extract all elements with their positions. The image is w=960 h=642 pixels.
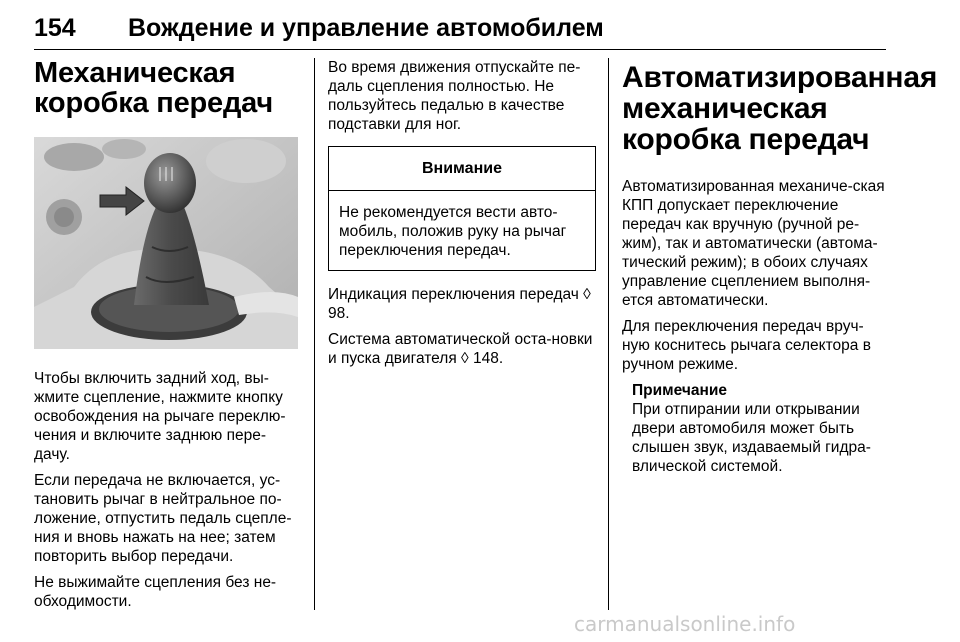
column-left [34,58,300,618]
column-divider [608,58,609,610]
paragraph: Для переключения передач вруч-ную коснитесь рычага селектора в ручном режиме. [622,318,871,373]
paragraph: Чтобы включить задний ход, вы-жмите сцепление, нажмите кнопку освобождения на рычаге переклю-чения и включите заднюю пере-дачу. [34,370,286,463]
cross-reference: Система автоматической оста-новки и пуска двигателя ◊ 148. [328,331,593,367]
section-heading-automated-gearbox: Автоматизированная механическая коробка передач [622,61,938,156]
note-title: Примечание [632,382,727,399]
warning-title: Внимание [329,147,595,191]
column-divider [314,58,315,610]
gear-lever-photo [34,137,298,349]
section-heading-manual-gearbox: Механическая коробка передач [34,57,274,119]
paragraph: Если передача не включается, ус-тановить рычаг в нейтральное по-ложение, отпустить педаль сцепле-ния и вновь нажать на нее; затем повторить выбор передачи. [34,472,292,565]
column-right [622,58,938,476]
warning-box [328,146,596,271]
running-title: Вождение и управление автомобилем [128,14,604,42]
paragraph: Не выжимайте сцепления без не-обходимости. [34,574,277,610]
warning-text: Не рекомендуется вести авто-мобиль, положив руку на рычаг переключения передач. [339,204,567,259]
cross-reference: Индикация переключения передач ◊ 98. [328,286,591,322]
page-number: 154 [34,14,76,42]
watermark: carmanualsonline.info [574,612,796,636]
page-header [34,8,886,50]
column-middle [328,58,596,375]
paragraph: Автоматизированная механиче-ская КПП допускает переключение передач как вручную (ручной ре-жим), так и автоматически (автома-тический режим); в обоих случаях управление сцеплением выполня-ется автоматически. [622,178,885,309]
note-text: При отпирании или открывании двери автомобиля может быть слышен звук, издаваемый гидра-влической системой. [632,401,871,475]
note-block [622,381,890,476]
paragraph: Во время движения отпускайте пе-даль сцепления полностью. Не пользуйтесь педалью в качестве подставки для ног. [328,59,581,133]
